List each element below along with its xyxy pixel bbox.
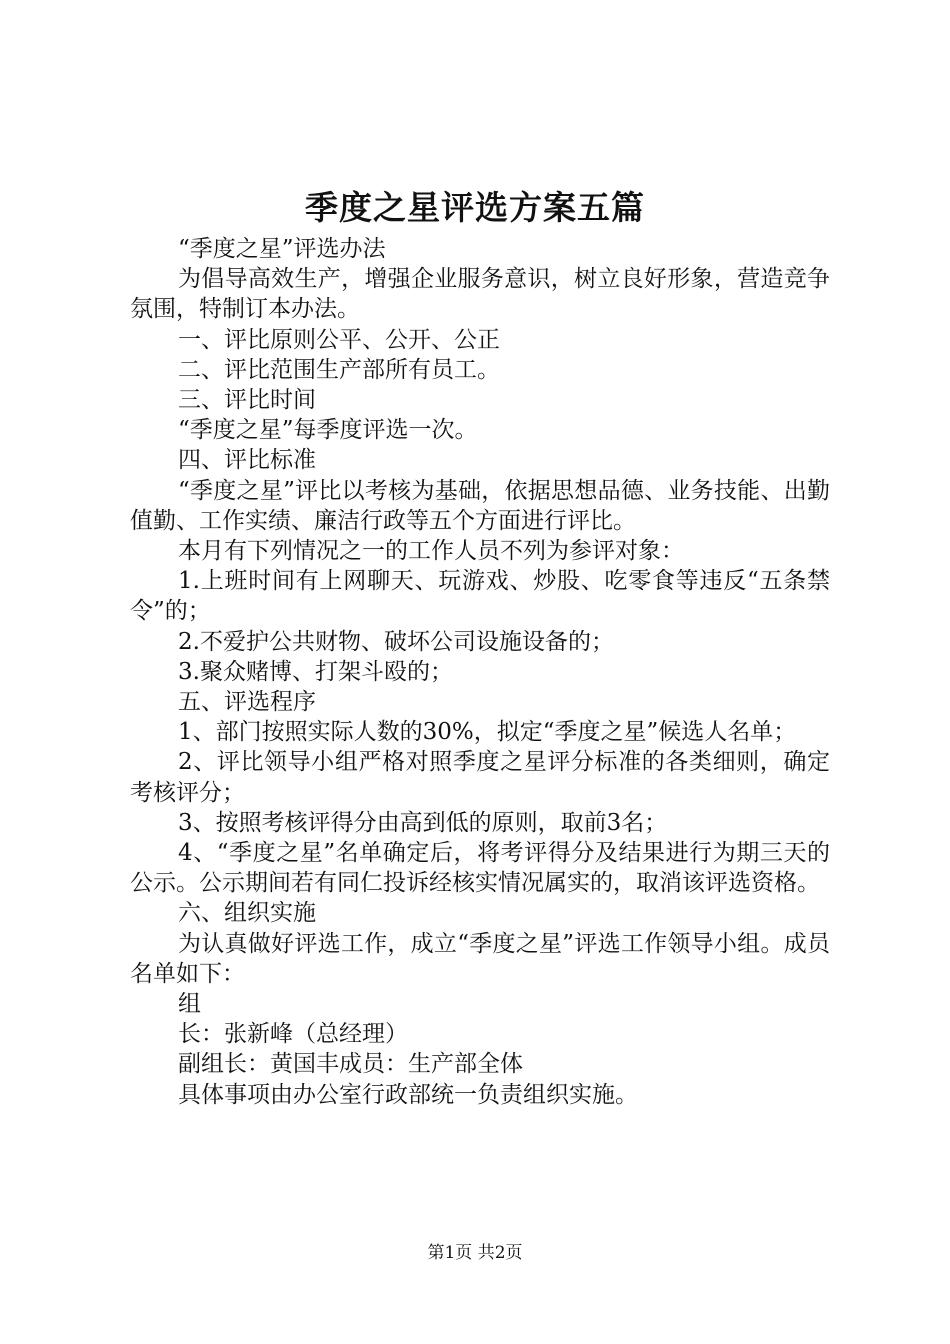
paragraph-exclusions: 本月有下列情况之一的工作人员不列为参评对象： (178, 538, 684, 565)
page-footer: 第1页 共2页 (427, 1243, 523, 1263)
paragraph-section-5: 五、评选程序 (178, 689, 316, 716)
paragraph-organization: 为认真做好评选工作，成立“季度之星”评选工作领导小组。成员名单如下： (130, 930, 830, 987)
paragraph-section-2: 二、评比范围生产部所有员工。 (178, 356, 500, 383)
paragraph-section-4: 四、评比标准 (178, 447, 316, 474)
paragraph-exclusion-1: 1.上班时间有上网聊天、玩游戏、炒股、吃零食等违反“五条禁令”的； (130, 568, 830, 625)
paragraph-exclusion-2: 2.不爱护公共财物、破坏公司设施设备的； (178, 628, 614, 655)
paragraph-deputy: 副组长：黄国丰成员：生产部全体 (178, 1051, 523, 1078)
paragraph-frequency: “季度之星”每季度评选一次。 (178, 417, 478, 444)
paragraph-responsibility: 具体事项由办公室行政部统一负责组织实施。 (178, 1081, 638, 1108)
paragraph-procedure-1: 1、部门按照实际人数的30%，拟定“季度之星”候选人名单； (178, 719, 797, 746)
paragraph-heading-method: “季度之星”评选办法 (178, 236, 386, 262)
paragraph-leader: 长：张新峰（总经理） (178, 1021, 408, 1048)
paragraph-group: 组 (178, 991, 201, 1018)
paragraph-procedure-2: 2、评比领导小组严格对照季度之星评分标准的各类细则，确定考核评分； (130, 749, 830, 806)
document-title: 季度之星评选方案五篇 (305, 188, 645, 227)
document-body (130, 234, 830, 1110)
paragraph-section-3: 三、评比时间 (178, 387, 316, 414)
paragraph-section-6: 六、组织实施 (178, 900, 316, 927)
paragraph-procedure-4: 4、“季度之星”名单确定后，将考评得分及结果进行为期三天的公示。公示期间若有同仁投诉经核实情况属实的，取消该评选资格。 (130, 840, 830, 897)
paragraph-criteria: “季度之星”评比以考核为基础，依据思想品德、业务技能、出勤值勤、工作实绩、廉洁行政等五个方面进行评比。 (130, 477, 830, 534)
paragraph-section-1: 一、评比原则公平、公开、公正 (178, 326, 500, 353)
paragraph-intro: 为倡导高效生产，增强企业服务意识，树立良好形象，营造竞争氛围，特制订本办法。 (130, 266, 830, 323)
paragraph-exclusion-3: 3.聚众赌博、打架斗殴的； (178, 658, 453, 685)
paragraph-procedure-3: 3、按照考核评得分由高到低的原则，取前3名； (178, 809, 668, 836)
